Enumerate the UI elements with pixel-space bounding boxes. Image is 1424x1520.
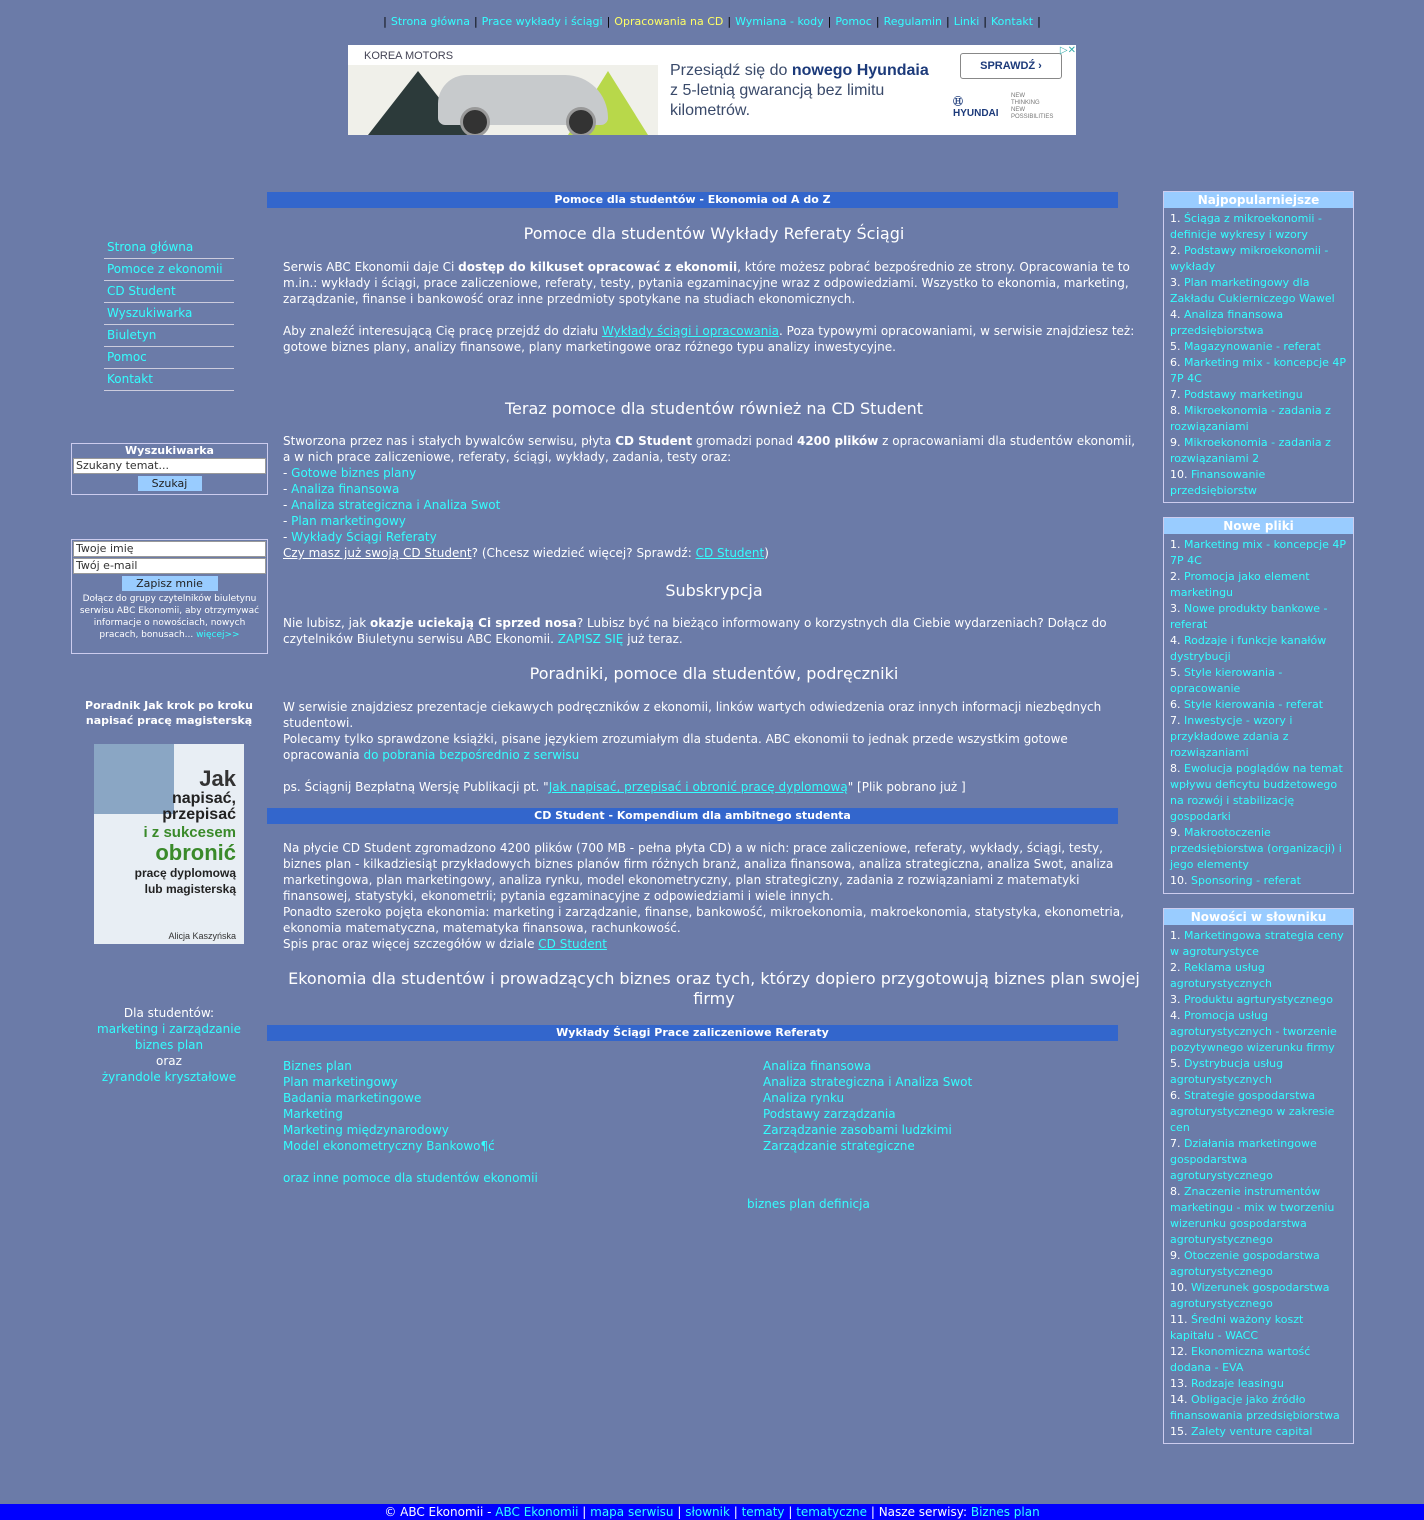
- cover-text: i z sukcesem: [143, 824, 236, 841]
- services-label: Nasze serwisy:: [878, 1505, 971, 1519]
- dictionary-title: Nowości w słowniku: [1164, 909, 1353, 925]
- topic-link[interactable]: Zarządzanie strategiczne: [763, 1139, 915, 1153]
- list-item: [1170, 307, 1347, 339]
- article-link[interactable]: Nowe produkty bankowe - referat: [1170, 602, 1328, 631]
- list-item: [1170, 403, 1347, 435]
- list-item: [1170, 1424, 1347, 1440]
- list-number: 2.: [1170, 961, 1184, 974]
- dictionary-box: [1163, 908, 1354, 1444]
- article-link[interactable]: Zalety venture capital: [1191, 1425, 1313, 1438]
- list-dash: -: [283, 498, 292, 512]
- topic-link[interactable]: Marketing: [283, 1107, 343, 1121]
- new-files-list: [1164, 534, 1353, 891]
- list-number: 9.: [1170, 826, 1184, 839]
- lectures-link[interactable]: Wykłady ściągi i opracowania: [601, 324, 780, 338]
- list-number: 4.: [1170, 634, 1184, 647]
- paragraph: Nie lubisz, jak okazje uciekają Ci sprzed nosa? Lubisz być na bieżąco informowany o korzystnych dla Ciebie wydarzeniach? Dołącz do czytelników Biuletynu serwisu ABC Ekonomii. ZAPISZ SIĘ już teraz.: [283, 616, 1107, 646]
- list-number: 2.: [1170, 244, 1184, 257]
- list-number: 3.: [1170, 602, 1184, 615]
- topics-column-left: [283, 1058, 495, 1154]
- section-bar: Pomoce dla studentów - Ekonomia od A do Z: [267, 192, 1118, 208]
- footer-separator: |: [867, 1505, 879, 1519]
- cd-list-link[interactable]: Wykłady Ściągi Referaty: [291, 530, 437, 544]
- article-link[interactable]: Obligacje jako źródło finansowania przedsiębiorstwa: [1170, 1393, 1340, 1422]
- search-title: Wyszukiwarka: [72, 444, 267, 457]
- topic-link[interactable]: Badania marketingowe: [283, 1091, 422, 1105]
- search-box: [71, 443, 268, 495]
- popular-list: [1164, 208, 1353, 501]
- article-link[interactable]: Wizerunek gospodarstwa agroturystycznego: [1170, 1281, 1330, 1310]
- list-dash: -: [283, 514, 292, 528]
- nav-separator: |: [473, 15, 478, 28]
- topic-link[interactable]: Marketing międzynarodowy: [283, 1123, 449, 1137]
- ad-check-button[interactable]: SPRAWDŹ ›: [960, 53, 1062, 79]
- article-link[interactable]: Analiza finansowa przedsiębiorstwa: [1170, 308, 1284, 337]
- name-field[interactable]: Twoje imię: [73, 541, 266, 557]
- article-link[interactable]: Makrootoczenie przedsiębiorstwa (organizacji) i jego elementy: [1170, 826, 1342, 871]
- left-menu-item[interactable]: Wyszukiwarka: [104, 304, 234, 325]
- list-number: 4.: [1170, 1009, 1184, 1022]
- search-button[interactable]: Szukaj: [138, 476, 202, 491]
- list-dash: -: [283, 466, 292, 480]
- list-item: [1170, 1088, 1347, 1136]
- nav-separator: |: [827, 15, 832, 28]
- list-item: [1170, 1376, 1347, 1392]
- heading: Poradniki, pomoce dla studentów, podręczniki: [529, 664, 899, 683]
- list-item: [283, 481, 1145, 497]
- topic-link[interactable]: Biznes plan: [283, 1059, 352, 1073]
- list-number: 8.: [1170, 762, 1184, 775]
- article-link[interactable]: Ściąga z mikroekonomii - definicje wykresy i wzory: [1170, 212, 1322, 241]
- more-topics-link[interactable]: oraz inne pomoce dla studentów ekonomii: [283, 1171, 538, 1185]
- topic-link[interactable]: Plan marketingowy: [283, 1075, 398, 1089]
- list-item: [1170, 435, 1347, 467]
- cover-text: pracę dyplomową: [134, 866, 236, 880]
- section-bar: CD Student - Kompendium dla ambitnego studenta: [267, 808, 1118, 824]
- list-item: [283, 529, 1145, 545]
- list-item: [1170, 1280, 1347, 1312]
- ad-brand: KOREA MOTORS: [364, 50, 454, 62]
- list-number: 1.: [1170, 538, 1184, 551]
- article-link[interactable]: Rodzaje i funkcje kanałów dystrybucji: [1170, 634, 1327, 663]
- cd-list-link[interactable]: Analiza finansowa: [291, 482, 400, 496]
- list-number: 5.: [1170, 340, 1184, 353]
- list-item: [1170, 1056, 1347, 1088]
- list-number: 2.: [1170, 570, 1184, 583]
- left-menu-item[interactable]: Strona główna: [104, 238, 234, 259]
- book-title: Poradnik Jak krok po kroku napisać pracę magisterską: [85, 699, 253, 727]
- cover-author: Alicja Kaszyńska: [168, 931, 236, 941]
- list-item: [1170, 1136, 1347, 1184]
- list-number: 1.: [1170, 212, 1184, 225]
- article-link[interactable]: Działania marketingowe gospodarstwa agroturystycznego: [1170, 1137, 1317, 1182]
- cd-list-link[interactable]: Plan marketingowy: [291, 514, 406, 528]
- article-link[interactable]: Podstawy mikroekonomii - wykłady: [1170, 244, 1329, 273]
- list-item: [1170, 928, 1347, 960]
- list-item: [1170, 601, 1347, 633]
- chandeliers-link[interactable]: żyrandole kryształowe: [101, 1070, 237, 1084]
- article-link[interactable]: Mikroekonomia - zadania z rozwiązaniami: [1170, 404, 1331, 433]
- nav-separator: |: [1037, 15, 1041, 28]
- left-menu: [104, 238, 234, 392]
- article-link[interactable]: Finansowanie przedsiębiorstw: [1170, 468, 1266, 497]
- list-number: 5.: [1170, 1057, 1184, 1070]
- nav-link[interactable]: Regulamin: [883, 15, 942, 28]
- list-number: 7.: [1170, 388, 1184, 401]
- list-number: 7.: [1170, 1137, 1184, 1150]
- nav-separator: |: [383, 15, 387, 28]
- cover-text: napisać,: [171, 790, 236, 807]
- list-number: 10.: [1170, 1281, 1191, 1294]
- hyundai-ad-banner[interactable]: [348, 45, 1076, 135]
- footer-link[interactable]: tematy: [741, 1505, 785, 1519]
- nav-link[interactable]: Prace wykłady i ściągi: [481, 15, 603, 28]
- article-link[interactable]: Otoczenie gospodarstwa agroturystycznego: [1170, 1249, 1320, 1278]
- download-link[interactable]: do pobrania bezpośrednio z serwisu: [363, 748, 580, 762]
- nav-separator: |: [945, 15, 950, 28]
- footer-separator: |: [729, 1505, 742, 1519]
- list-item: [1170, 211, 1347, 243]
- list-dash: -: [283, 482, 292, 496]
- list-item: [283, 465, 1145, 481]
- list-item: [1170, 243, 1347, 275]
- list-item: [1170, 1008, 1347, 1056]
- publication-link[interactable]: Jak napisać, przepisać i obronić pracę dyplomową: [548, 780, 848, 794]
- and-label: oraz: [156, 1054, 182, 1068]
- nav-link[interactable]: Opracowania na CD: [614, 15, 724, 28]
- list-number: 12.: [1170, 1345, 1191, 1358]
- paragraph: Na płycie CD Student zgromadzono 4200 plików (700 MB - pełna płyta CD) a w nich: prace zaliczeniowe, referaty, wykłady, ściągi, testy, biznes plan - kilkadziesiąt przykładowych biznes planów firm różnych branż, analiza finansowa, analiza strategiczna, analiza Swot, analiza marketingowa, plan marketingowy, analiza rynku, model ekonometryczny, plan strategiczny, zadania z rozwiązaniami z matematyki finansowej, statystyki, ekonometrii; pytania egzaminacyjne z odpowiedziami i wiele innych. Ponadto szeroko pojęta ekonomia: marketing i zarządzanie, finanse, bankowość, mikroekonomia, makroekonomia, statystyka, ekonometria, ekonomia matematyczna, matematyka finansowa, rachunkowość. Spis prac oraz więcej szczegółów w dziale CD Student: [283, 841, 1124, 951]
- cd-list: [283, 465, 1145, 545]
- article-link[interactable]: Rodzaje leasingu: [1191, 1377, 1284, 1390]
- cd-student-link[interactable]: CD Student: [538, 937, 607, 951]
- list-item: [1170, 873, 1347, 889]
- cd-question-link[interactable]: Czy masz już swoją CD Student: [283, 546, 472, 560]
- paragraph: Serwis ABC Ekonomii daje Ci dostęp do kilkuset opracować z ekonomii, które możesz pobrać bezpośrednio ze strony. Opracowania te to m.in.: wykłady i ściągi, prace zaliczeniowe, referaty, testy, pytania egzaminacyjne wraz z odpowiedziami. Wszystko to ekonomia, marketing, zarządzanie, finanse i bankowość oraz inne przedmioty spotykane na studiach ekonomicznych.: [283, 260, 1130, 306]
- article-link[interactable]: Inwestycje - wzory i przykładowe zdania z rozwiązaniami: [1170, 714, 1293, 759]
- search-input[interactable]: Szukany temat...: [73, 458, 266, 474]
- list-item: [1170, 665, 1347, 697]
- ad-car-wheel: [566, 107, 596, 135]
- nav-separator: |: [983, 15, 988, 28]
- nav-link[interactable]: Strona główna: [390, 15, 470, 28]
- ad-close-icon[interactable]: ▷✕: [1059, 45, 1076, 56]
- list-number: 7.: [1170, 714, 1184, 727]
- footer-link[interactable]: tematyczne: [796, 1505, 868, 1519]
- heading: Subskrypcja: [665, 581, 763, 600]
- topic-link[interactable]: Model ekonometryczny Bankowo¶ć: [283, 1139, 495, 1153]
- ad-tagline: NEW THINKING NEW POSSIBILITIES: [1011, 93, 1054, 120]
- topic-link[interactable]: Analiza finansowa: [763, 1059, 872, 1073]
- article-link[interactable]: Sponsoring - referat: [1191, 874, 1301, 887]
- list-dash: -: [283, 530, 292, 544]
- list-number: 1.: [1170, 929, 1184, 942]
- article-link[interactable]: Strategie gospodarstwa agroturystycznego w zakresie cen: [1170, 1089, 1335, 1134]
- article-link[interactable]: Reklama usług agroturystycznych: [1170, 961, 1272, 990]
- footer-link[interactable]: ABC Ekonomii: [495, 1505, 579, 1519]
- article-link[interactable]: Ekonomiczna wartość dodana - EVA: [1170, 1345, 1311, 1374]
- for-students-links: [72, 1005, 266, 1085]
- left-menu-item[interactable]: Kontakt: [104, 370, 234, 391]
- nav-link[interactable]: Kontakt: [991, 15, 1034, 28]
- newsletter-description: Dołącz do grupy czytelników biuletynu serwisu ABC Ekonomii, aby otrzymywać informacje o nowościach, nowych pracach, bonusach... więcej>>: [79, 594, 260, 640]
- cover-text: Jak: [199, 766, 236, 791]
- list-number: 15.: [1170, 1425, 1191, 1438]
- cover-text: obronić: [155, 840, 236, 865]
- list-item: [1170, 1312, 1347, 1344]
- list-item: [1170, 825, 1347, 873]
- article-link[interactable]: Podstawy marketingu: [1184, 388, 1303, 401]
- nav-separator: |: [875, 15, 880, 28]
- list-item: [1170, 387, 1347, 403]
- nav-link[interactable]: Linki: [953, 15, 980, 28]
- list-item: [1170, 697, 1347, 713]
- heading: Teraz pomoce dla studentów również na CD Student: [504, 399, 924, 418]
- heading: Ekonomia dla studentów i prowadzących biznes oraz tych, którzy dopiero przygotowują biznes plan swojej firmy: [288, 969, 1140, 1008]
- list-number: 9.: [1170, 1249, 1184, 1262]
- list-item: [1170, 467, 1347, 499]
- more-link[interactable]: więcej>>: [196, 630, 240, 640]
- paragraph: Stworzona przez nas i stałych bywalców serwisu, płyta CD Student gromadzi ponad 4200 plików z opracowaniami dla studentów ekonomii, a w nich prace zaliczeniowe, referaty, ściągi, wykłady, zadania, testy oraz: - Gotowe biznes plany - Analiza finansowa - Analiza strategiczna i Analiza Swot - Plan marketingowy - Wykłady Ściągi Referaty Czy masz już swoją CD Student? (Chcesz wiedzieć więcej? Sprawdź: CD Student): [283, 433, 1145, 561]
- nav-separator: |: [606, 15, 611, 28]
- list-number: 6.: [1170, 1089, 1184, 1102]
- footer-separator: |: [578, 1505, 591, 1519]
- list-item: [1170, 339, 1347, 355]
- new-files-box: [1163, 517, 1354, 894]
- list-number: 14.: [1170, 1393, 1191, 1406]
- dictionary-list: [1164, 925, 1353, 1442]
- topic-link[interactable]: Analiza strategiczna i Analiza Swot: [763, 1075, 973, 1089]
- cd-list-link[interactable]: Gotowe biznes plany: [291, 466, 417, 480]
- article-link[interactable]: Ewolucja poglądów na temat wpływu deficytu budżetowego na rozwój i stabilizację gospodarki: [1170, 762, 1343, 823]
- heading: Pomoce dla studentów Wykłady Referaty Ściągi: [523, 224, 905, 243]
- article-link[interactable]: Promocja jako element marketingu: [1170, 570, 1310, 599]
- copyright: © ABC Ekonomii -: [384, 1505, 496, 1519]
- popular-box: [1163, 191, 1354, 503]
- footer-separator: |: [673, 1505, 686, 1519]
- service-link[interactable]: Biznes plan: [970, 1505, 1040, 1519]
- popular-title: Najpopularniejsze: [1164, 192, 1353, 208]
- list-item: [1170, 1392, 1347, 1424]
- list-number: 10.: [1170, 468, 1191, 481]
- hyundai-logo: Ⓗ HYUNDAI: [953, 97, 999, 119]
- list-item: [283, 513, 1145, 529]
- list-number: 6.: [1170, 698, 1184, 711]
- marketing-link[interactable]: marketing i zarządzanie: [97, 1022, 241, 1036]
- list-item: [1170, 537, 1347, 569]
- cd-list-link[interactable]: Analiza strategiczna i Analiza Swot: [291, 498, 501, 512]
- footer: [0, 1504, 1424, 1520]
- article-link[interactable]: Style kierowania - opracowanie: [1170, 666, 1283, 695]
- left-menu-item[interactable]: Pomoc: [104, 348, 234, 369]
- list-item: [1170, 569, 1347, 601]
- for-students-label: Dla studentów:: [123, 1006, 215, 1020]
- article-link[interactable]: Marketingowa strategia ceny w agroturystyce: [1170, 929, 1344, 958]
- list-number: 13.: [1170, 1377, 1191, 1390]
- list-item: [1170, 275, 1347, 307]
- list-item: [1170, 355, 1347, 387]
- left-menu-item[interactable]: Pomoce z ekonomii: [104, 260, 234, 281]
- cover-text: lub magisterską: [144, 882, 236, 896]
- list-item: [1170, 713, 1347, 761]
- list-number: 11.: [1170, 1313, 1191, 1326]
- list-item: [1170, 992, 1347, 1008]
- list-item: [1170, 633, 1347, 665]
- list-number: 6.: [1170, 356, 1184, 369]
- list-number: 3.: [1170, 276, 1184, 289]
- article-link[interactable]: Znaczenie instrumentów marketingu - mix w tworzeniu wizerunku gospodarstwa agroturystycznego: [1170, 1185, 1335, 1246]
- footer-separator: |: [784, 1505, 797, 1519]
- list-number: 4.: [1170, 308, 1184, 321]
- article-link[interactable]: Dystrybucja usług agroturystycznych: [1170, 1057, 1284, 1086]
- article-link[interactable]: Średni ważony koszt kapitału - WACC: [1170, 1313, 1304, 1342]
- list-number: 8.: [1170, 1185, 1184, 1198]
- topics-column-right: [763, 1058, 972, 1154]
- list-number: 8.: [1170, 404, 1184, 417]
- paragraph: Aby znaleźć interesującą Cię pracę przejdź do działu Wykłady ściągi i opracowania. Poza typowymi opracowaniami, w serwisie znajdziesz też: gotowe biznes plany, analizy finansowe, plany marketingowe oraz różnego typu analizy inwestycyjne.: [283, 324, 1135, 354]
- newsletter-box: [71, 539, 268, 654]
- article-link[interactable]: Style kierowania - referat: [1184, 698, 1324, 711]
- article-link[interactable]: Produktu agrturystycznego: [1184, 993, 1333, 1006]
- nav-link[interactable]: Wymiana - kody: [735, 15, 824, 28]
- article-link[interactable]: Plan marketingowy dla Zakładu Cukierniczego Wawel: [1170, 276, 1335, 305]
- article-link[interactable]: Mikroekonomia - zadania z rozwiązaniami 2: [1170, 436, 1331, 465]
- list-number: 5.: [1170, 666, 1184, 679]
- list-item: [1170, 960, 1347, 992]
- list-item: [1170, 1344, 1347, 1376]
- ad-car-wheel: [460, 107, 490, 135]
- topic-link[interactable]: Analiza rynku: [763, 1091, 845, 1105]
- cover-text: przepisać: [162, 806, 236, 823]
- article-link[interactable]: Promocja usług agroturystycznych - tworzenie pozytywnego wizerunku firmy: [1170, 1009, 1337, 1054]
- subscribe-link[interactable]: ZAPISZ SIĘ: [557, 632, 624, 646]
- email-field[interactable]: Twój e-mail: [73, 558, 266, 574]
- list-number: 10.: [1170, 874, 1191, 887]
- footer-link[interactable]: mapa serwisu: [590, 1505, 674, 1519]
- business-plan-definition-link[interactable]: biznes plan definicja: [747, 1197, 870, 1211]
- list-number: 3.: [1170, 993, 1184, 1006]
- topic-link[interactable]: Zarządzanie zasobami ludzkimi: [763, 1123, 952, 1137]
- list-item: [1170, 761, 1347, 825]
- topic-link[interactable]: Podstawy zarządzania: [763, 1107, 896, 1121]
- list-item: [283, 497, 1145, 513]
- list-number: 9.: [1170, 436, 1184, 449]
- left-menu-item[interactable]: CD Student: [104, 282, 234, 303]
- article-link[interactable]: Marketing mix - koncepcje 4P 7P 4C: [1170, 538, 1347, 567]
- nav-separator: |: [727, 15, 732, 28]
- book-cover-image[interactable]: [94, 744, 244, 944]
- business-plan-link[interactable]: biznes plan: [134, 1038, 204, 1052]
- section-bar: Wykłady Ściągi Prace zaliczeniowe Referaty: [267, 1025, 1118, 1041]
- nav-link[interactable]: Pomoc: [835, 15, 872, 28]
- subscribe-button[interactable]: Zapisz mnie: [122, 576, 218, 591]
- cd-student-link[interactable]: CD Student: [695, 546, 765, 560]
- article-link[interactable]: Magazynowanie - referat: [1184, 340, 1321, 353]
- new-files-title: Nowe pliki: [1164, 518, 1353, 534]
- article-link[interactable]: Marketing mix - koncepcje 4P 7P 4C: [1170, 356, 1347, 385]
- paragraph: W serwisie znajdziesz prezentacje ciekawych podręczników z ekonomii, linków wartych odwiedzenia oraz innych informacji niezbędnych studentowi. Polecamy tylko sprawdzone książki, pisane językiem zrozumiałym dla studenta. ABC ekonomii to jednak przede wszystkim gotowe opracowania do pobrania bezpośrednio z serwisu ps. Ściągnij Bezpłatną Wersję Publikacji pt. "Jak napisać, przepisać i obronić pracę dyplomową" [Plik pobrano już ]: [283, 700, 1102, 794]
- footer-link[interactable]: słownik: [685, 1505, 730, 1519]
- list-item: [1170, 1248, 1347, 1280]
- ad-text: Przesiądź się do nowego Hyundaia z 5-letnią gwarancją bez limitu kilometrów.: [670, 62, 929, 119]
- list-item: [1170, 1184, 1347, 1248]
- left-menu-item[interactable]: Biuletyn: [104, 326, 234, 347]
- top-navigation: [0, 15, 1424, 28]
